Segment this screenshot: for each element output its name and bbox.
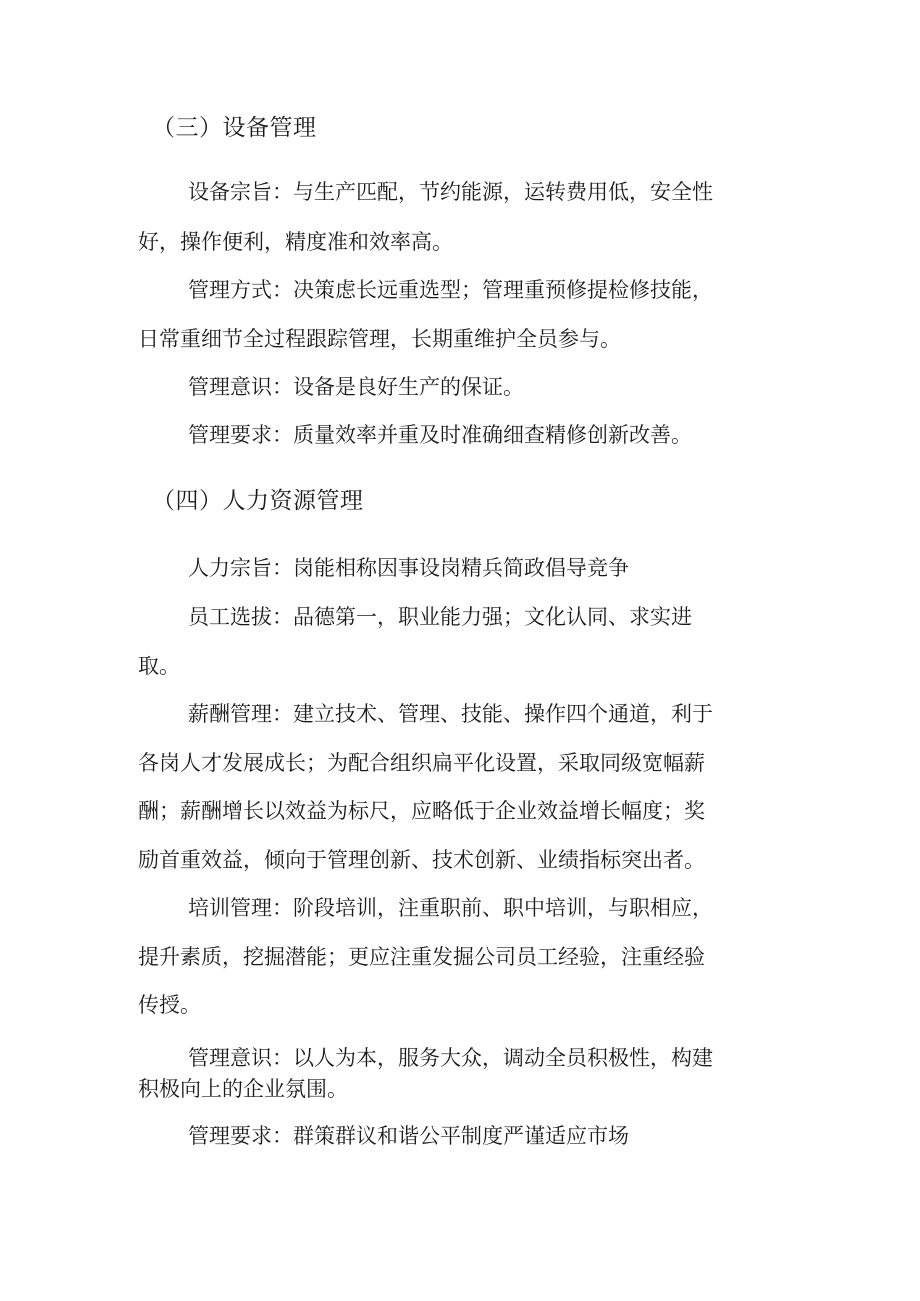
paragraph-line: 员工选拔：品德第一，职业能力强；文化认同、求实进 bbox=[188, 605, 692, 629]
paragraph-line: 传授。 bbox=[138, 993, 201, 1017]
section-heading-equipment: （三）设备管理 bbox=[152, 115, 317, 141]
paragraph-line: 人力宗旨：岗能相称因事设岗精兵简政倡导竞争 bbox=[188, 556, 629, 580]
paragraph-line: 日常重细节全过程跟踪管理，长期重维护全员参与。 bbox=[138, 327, 621, 351]
paragraph-line: 励首重效益，倾向于管理创新、技术创新、业绩指标突出者。 bbox=[138, 848, 705, 872]
section-heading-hr: （四）人力资源管理 bbox=[152, 488, 364, 514]
paragraph-line: 设备宗旨：与生产匹配，节约能源，运转费用低，安全性 bbox=[188, 180, 713, 204]
paragraph-line: 酬；薪酬增长以效益为标尺，应略低于企业效益增长幅度；奖 bbox=[138, 799, 705, 823]
paragraph-line: 培训管理：阶段培训，注重职前、职中培训，与职相应， bbox=[188, 896, 713, 920]
paragraph-line: 管理意识：设备是良好生产的保证。 bbox=[188, 375, 524, 399]
paragraph-line: 管理要求：质量效率并重及时准确细查精修创新改善。 bbox=[188, 423, 692, 447]
paragraph-line: 好，操作便利，精度准和效率高。 bbox=[138, 230, 453, 254]
paragraph-line: 取。 bbox=[138, 654, 180, 678]
paragraph-line: 各岗人才发展成长；为配合组织扁平化设置，采取同级宽幅薪 bbox=[138, 751, 705, 775]
paragraph-line: 管理方式：决策虑长远重选型；管理重预修提检修技能， bbox=[188, 278, 713, 302]
paragraph-line: 提升素质，挖掘潜能；更应注重发掘公司员工经验，注重经验 bbox=[138, 945, 705, 969]
paragraph-line: 积极向上的企业氛围。 bbox=[138, 1077, 348, 1101]
paragraph-line: 管理意识：以人为本，服务大众，调动全员积极性，构建 bbox=[188, 1046, 713, 1070]
paragraph-line: 管理要求：群策群议和谐公平制度严谨适应市场 bbox=[188, 1124, 629, 1148]
paragraph-line: 薪酬管理：建立技术、管理、技能、操作四个通道，利于 bbox=[188, 702, 713, 726]
